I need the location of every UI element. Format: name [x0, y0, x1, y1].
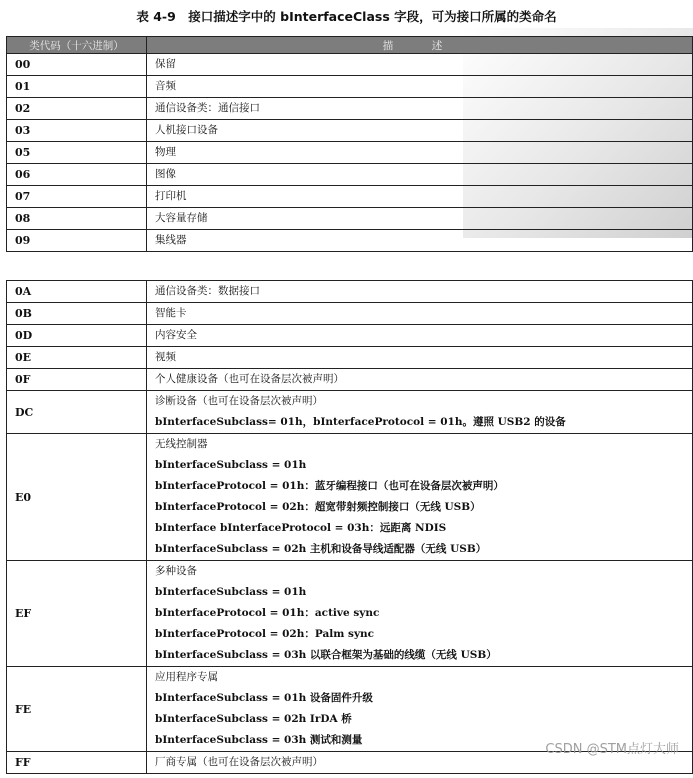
description-cell [147, 164, 693, 186]
table-row [7, 561, 693, 667]
description-line: 打印机 [155, 190, 187, 202]
description-line: 内容安全 [155, 329, 197, 341]
description-cell [147, 325, 693, 347]
description-line: 个人健康设备（也可在设备层次被声明） [155, 373, 344, 385]
table-row [7, 76, 693, 98]
header-description: 描 述 [147, 37, 693, 54]
class-code-cell: EF [7, 561, 147, 667]
description-line: 多种设备 [155, 565, 197, 577]
description-cell [147, 54, 693, 76]
description-cell [147, 208, 693, 230]
table-row [7, 281, 693, 303]
description-line: 无线控制器 [155, 438, 208, 450]
description-line: bInterfaceSubclass = 01h [155, 459, 307, 471]
description-line: 通信设备类：数据接口 [155, 285, 260, 297]
description-line: 厂商专属（也可在设备层次被声明） [155, 756, 323, 768]
class-code-cell: 0A [7, 281, 147, 303]
description-cell [147, 186, 693, 208]
class-code-cell: 09 [7, 230, 147, 252]
table-header-row [7, 37, 693, 54]
description-line: bInterfaceSubclass = 02h IrDA 桥 [155, 713, 352, 725]
class-code-cell: 03 [7, 120, 147, 142]
class-code-cell: 06 [7, 164, 147, 186]
class-code-table-part1 [6, 36, 693, 252]
description-line: 大容量存储 [155, 212, 208, 224]
description-line: 诊断设备（也可在设备层次被声明） [155, 395, 323, 407]
description-cell [147, 303, 693, 325]
description-line: bInterfaceProtocol = 01h：蓝牙编程接口（也可在设备层次被声明） [155, 480, 504, 492]
class-code-cell: E0 [7, 434, 147, 561]
description-cell [147, 434, 693, 561]
description-line: bInterfaceSubclass = 01h 设备固件升级 [155, 692, 373, 704]
description-cell [147, 120, 693, 142]
table-row [7, 347, 693, 369]
description-line: bInterfaceSubclass = 01h [155, 586, 307, 598]
description-line: 智能卡 [155, 307, 187, 319]
table-row [7, 120, 693, 142]
description-line: 物理 [155, 146, 176, 158]
class-code-cell: FF [7, 752, 147, 774]
description-line: 视频 [155, 351, 176, 363]
class-code-cell: 0D [7, 325, 147, 347]
description-line: bInterfaceProtocol = 02h：Palm sync [155, 628, 375, 640]
description-line: 应用程序专属 [155, 671, 218, 683]
description-line: 通信设备类：通信接口 [155, 102, 260, 114]
description-cell [147, 369, 693, 391]
header-class-code: 类代码（十六进制） [7, 37, 147, 54]
description-cell [147, 142, 693, 164]
table-row [7, 98, 693, 120]
table-title: 表 4-9 接口描述字中的 bInterfaceClass 字段，可为接口所属的类命名 [136, 9, 557, 24]
class-code-cell: 00 [7, 54, 147, 76]
table-row [7, 54, 693, 76]
class-code-cell: 0B [7, 303, 147, 325]
description-cell [147, 391, 693, 434]
description-cell [147, 230, 693, 252]
table-row [7, 369, 693, 391]
table-row [7, 230, 693, 252]
class-code-cell: 05 [7, 142, 147, 164]
description-cell [147, 98, 693, 120]
class-code-cell: 02 [7, 98, 147, 120]
description-cell [147, 347, 693, 369]
class-code-cell: 0F [7, 369, 147, 391]
description-line: bInterfaceSubclass= 01h，bInterfaceProtocol = 01h。遵照 USB2 的设备 [155, 416, 566, 428]
table-row [7, 325, 693, 347]
class-code-cell: FE [7, 667, 147, 752]
description-line: 集线器 [155, 234, 187, 246]
table-row [7, 164, 693, 186]
table-row [7, 186, 693, 208]
table-row [7, 391, 693, 434]
class-code-cell: 08 [7, 208, 147, 230]
description-line: 保留 [155, 58, 176, 70]
description-cell [147, 281, 693, 303]
description-line: bInterfaceProtocol = 01h：active sync [155, 607, 380, 619]
description-cell [147, 561, 693, 667]
description-line: bInterface bInterfaceProtocol = 03h：远距离 NDIS [155, 522, 447, 534]
description-line: bInterfaceSubclass = 03h 以联合框架为基础的线缆（无线 USB） [155, 649, 497, 661]
csdn-watermark: CSDN @STM点灯大师 [545, 742, 679, 757]
description-line: bInterfaceSubclass = 02h 主机和设备导线适配器（无线 USB） [155, 543, 487, 555]
table-row [7, 303, 693, 325]
table-row [7, 667, 693, 752]
table-row [7, 142, 693, 164]
description-line: 人机接口设备 [155, 124, 218, 136]
description-line: 音频 [155, 80, 176, 92]
description-line: bInterfaceProtocol = 02h：超宽带射频控制接口（无线 USB） [155, 501, 481, 513]
class-code-table-part2 [6, 280, 693, 774]
class-code-cell: DC [7, 391, 147, 434]
table-row [7, 434, 693, 561]
table-row [7, 208, 693, 230]
description-line: 图像 [155, 168, 176, 180]
description-cell [147, 667, 693, 752]
description-line: bInterfaceSubclass = 03h 测试和测量 [155, 734, 363, 746]
class-code-cell: 0E [7, 347, 147, 369]
description-cell [147, 76, 693, 98]
class-code-cell: 07 [7, 186, 147, 208]
class-code-cell: 01 [7, 76, 147, 98]
